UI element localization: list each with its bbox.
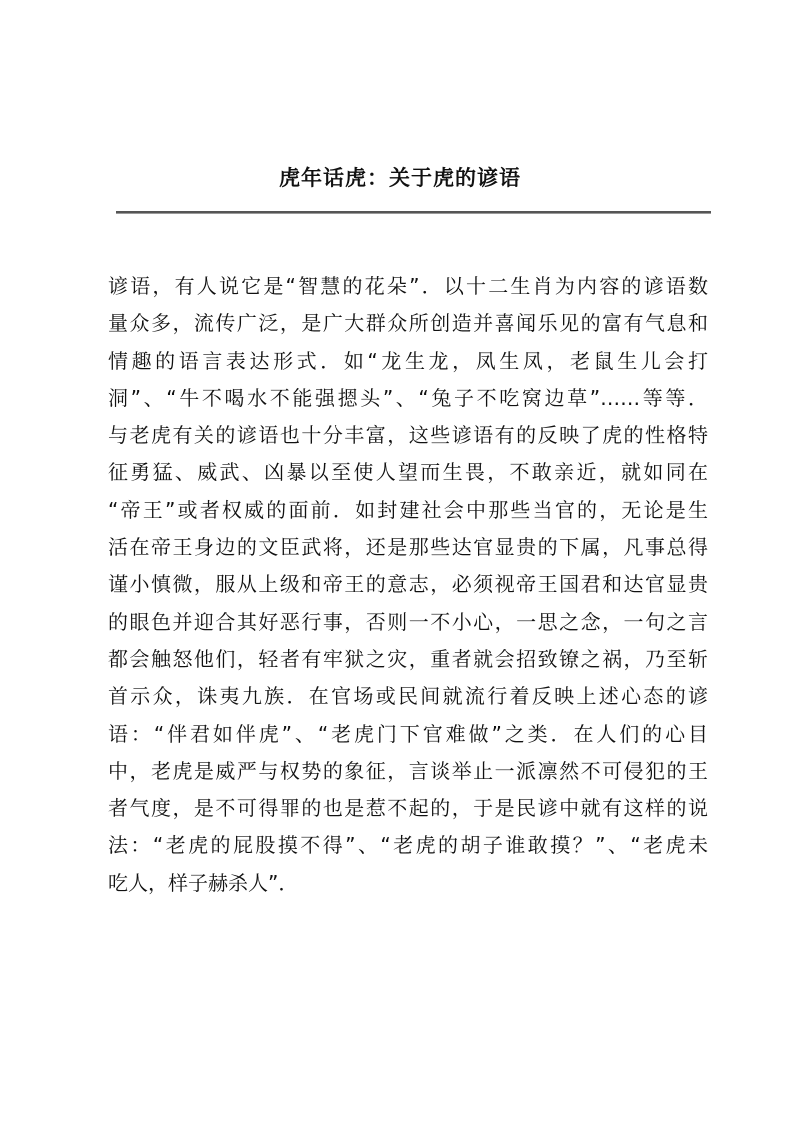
title-divider xyxy=(116,211,711,214)
paragraph-line: 洞”、“牛不喝水不能强摁头”、“兔子不吃窝边草”……等等． xyxy=(108,385,708,410)
paragraph-line: 量众多，流传广泛，是广大群众所创造并喜闻乐见的富有气息和 xyxy=(108,311,708,336)
paragraph-line: 的眼色并迎合其好恶行事，否则一不小心，一思之念，一句之言 xyxy=(108,609,708,634)
paragraph-line: 语：“伴君如伴虎”、“老虎门下官难做”之类．在人们的心目 xyxy=(108,721,708,746)
paragraph-line: 情趣的语言表达形式．如“龙生龙，凤生凤，老鼠生儿会打 xyxy=(108,348,708,373)
page-title: 虎年话虎：关于虎的谚语 xyxy=(279,166,521,190)
paragraph-line: “帝王”或者权威的面前．如封建社会中那些当官的，无论是生 xyxy=(108,497,708,522)
paragraph-line: 活在帝王身边的文臣武将，还是那些达官显贵的下属，凡事总得 xyxy=(108,535,708,560)
paragraph-line: 谚语，有人说它是“智慧的花朵”．以十二生肖为内容的谚语数 xyxy=(108,274,708,298)
paragraph-line: 者气度，是不可得罪的也是惹不起的，于是民谚中就有这样的说 xyxy=(108,796,708,821)
paragraph-line: 吃人，样子赫杀人”． xyxy=(108,870,299,895)
paragraph-line: 谨小慎微，服从上级和帝王的意志，必须视帝王国君和达官显贵 xyxy=(108,572,708,597)
paragraph-line: 都会触怒他们，轻者有牢狱之灾，重者就会招致镣之祸，乃至斩 xyxy=(108,646,708,671)
paragraph-line: 首示众，诛夷九族．在官场或民间就流行着反映上述心态的谚 xyxy=(108,684,708,709)
paragraph-line: 征勇猛、威武、凶暴以至使人望而生畏，不敢亲近，就如同在 xyxy=(108,460,708,485)
body-paragraph xyxy=(108,268,708,902)
paragraph-line: 与老虎有关的谚语也十分丰富，这些谚语有的反映了虎的性格特 xyxy=(108,423,708,448)
paragraph-line: 中，老虎是威严与权势的象征，言谈举止一派凛然不可侵犯的王 xyxy=(108,758,708,783)
paragraph-line: 法：“老虎的屁股摸不得”、“老虎的胡子谁敢摸？”、“老虎未 xyxy=(108,833,708,858)
